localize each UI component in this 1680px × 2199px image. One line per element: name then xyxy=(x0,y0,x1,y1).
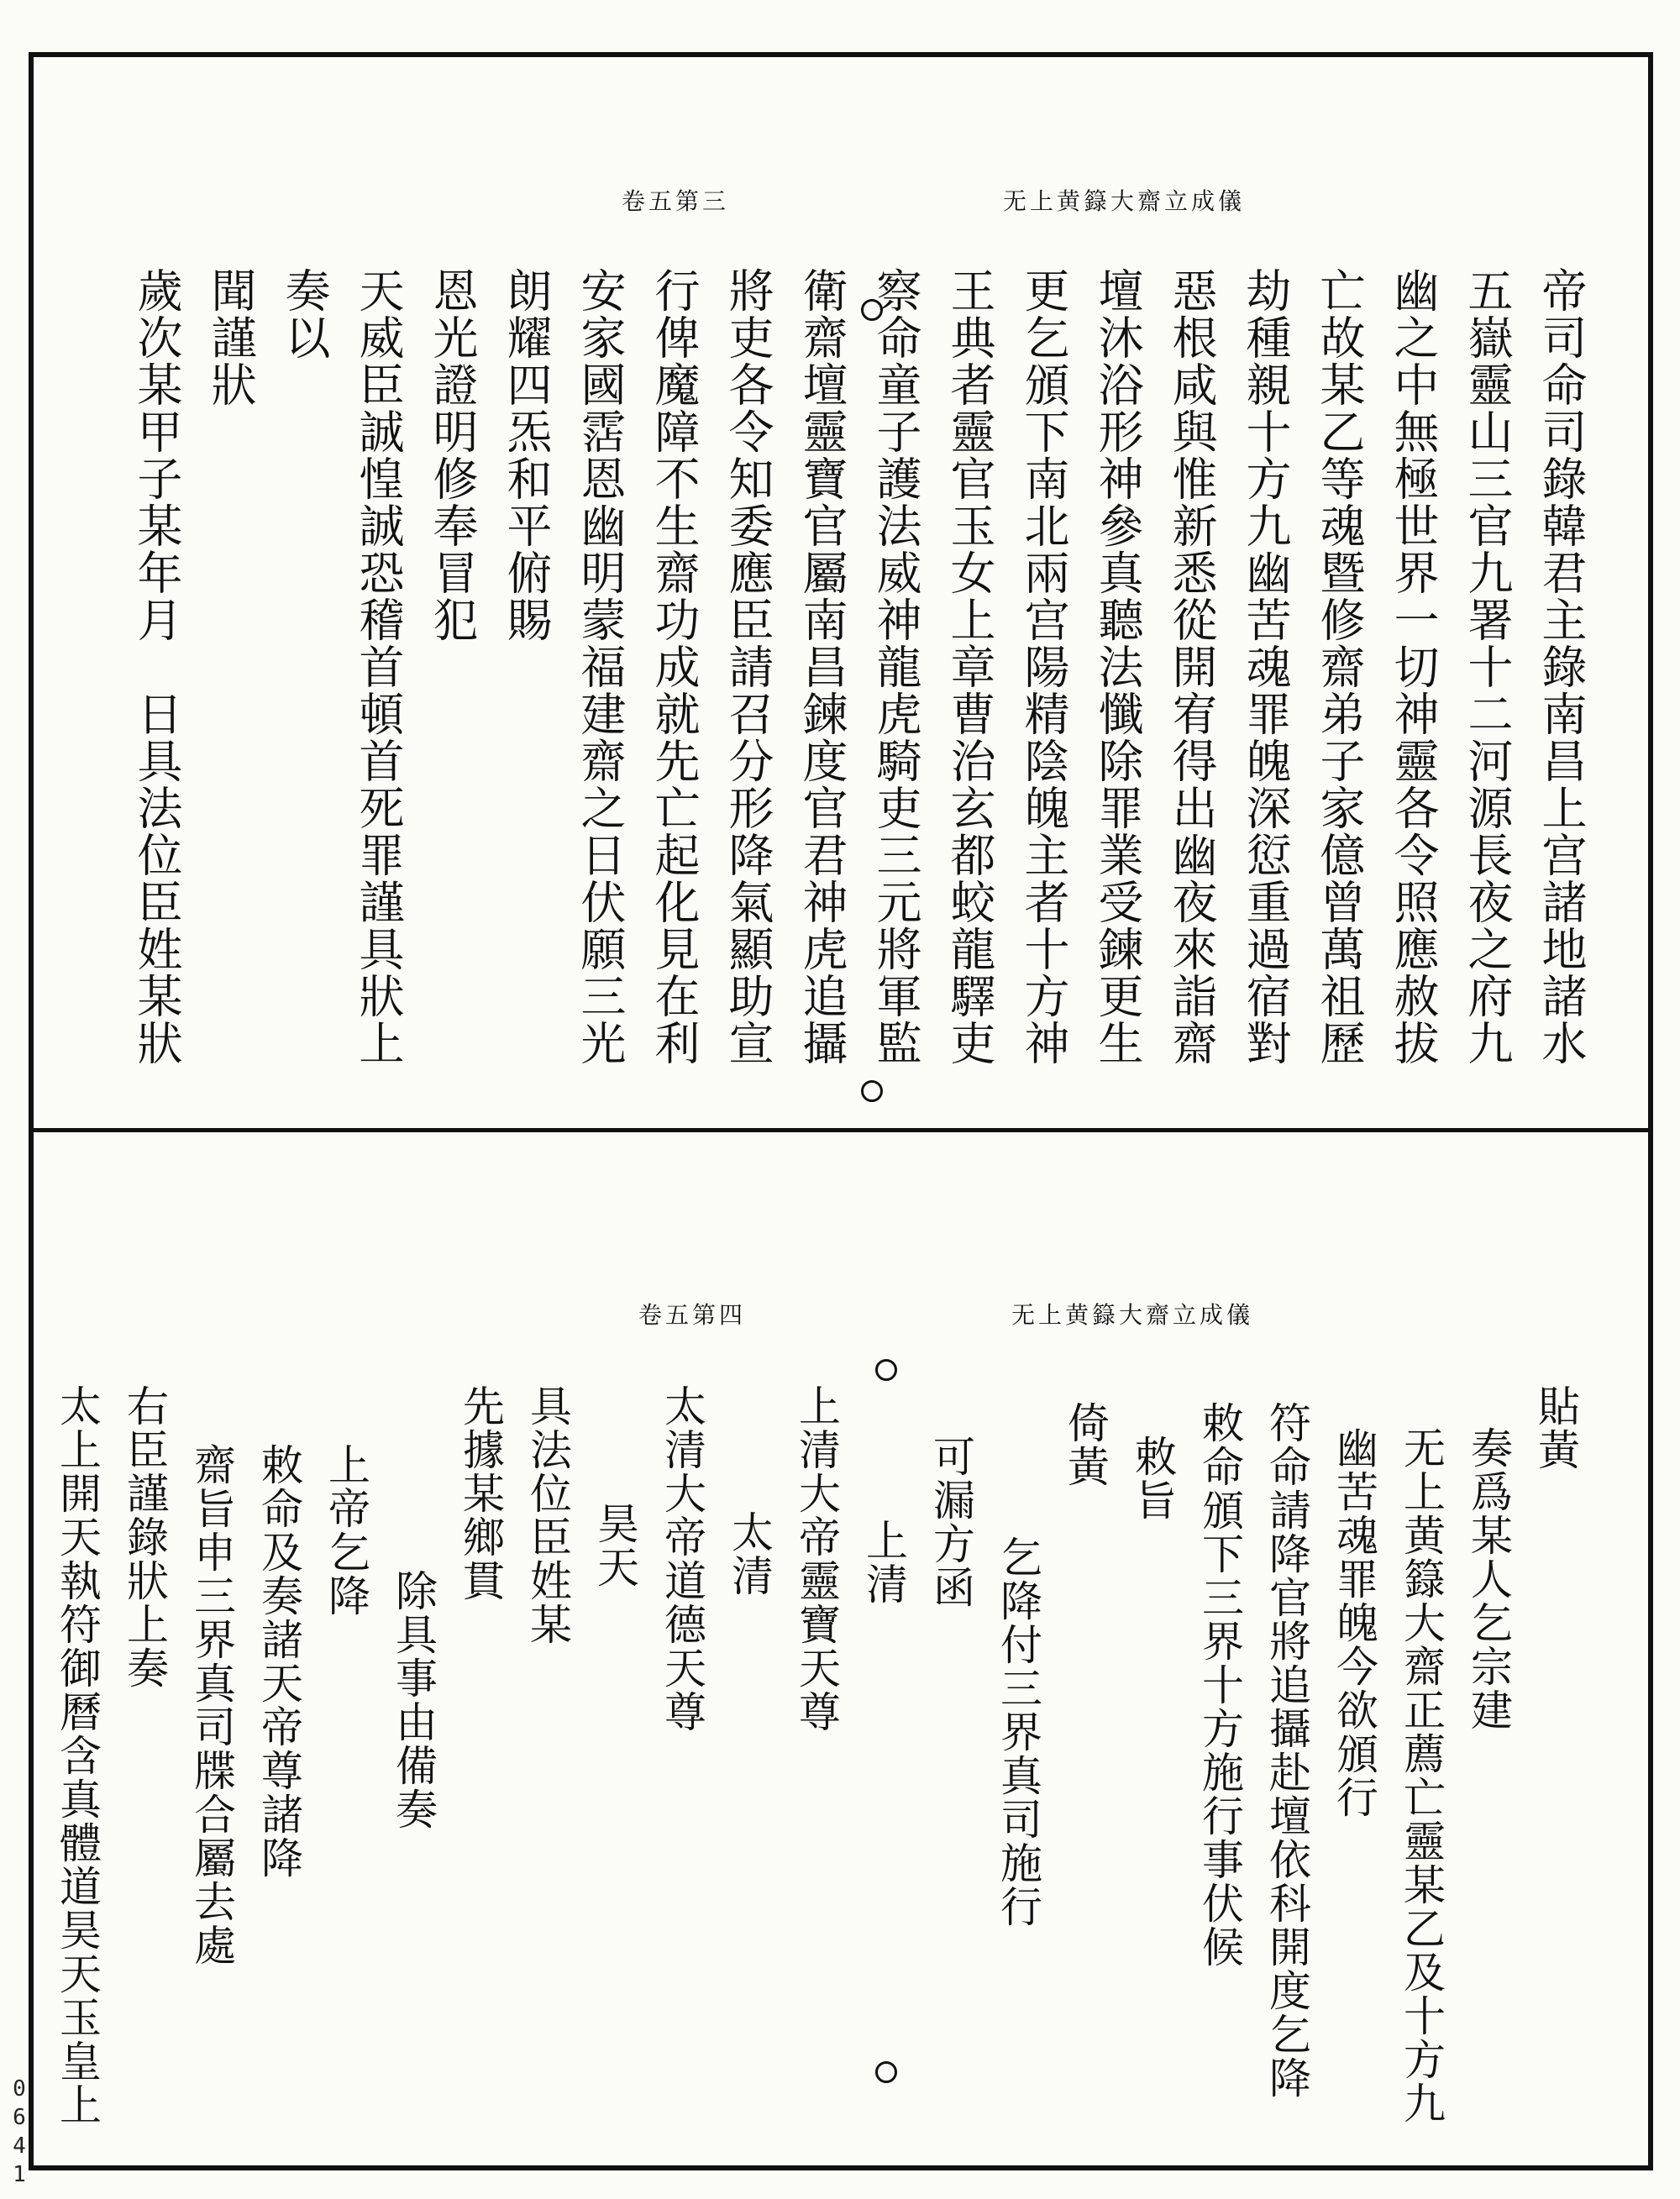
text-column: 乞降付三界真司施行 xyxy=(994,1535,1042,1929)
text-column: 壇沐浴形神參真聽法懺除罪業受鍊更生 xyxy=(1091,267,1144,1067)
text-column: 可漏方函 xyxy=(927,1435,975,1609)
circle-mark xyxy=(875,1359,897,1381)
text-column: 察命童子護法威神龍虎騎吏三元將軍監 xyxy=(869,267,922,1067)
lower-text-columns xyxy=(44,1384,1589,2127)
text-column: 上清 xyxy=(859,1519,908,1606)
lower-page xyxy=(34,1132,1648,2167)
text-column: 五嶽靈山三官九署十二河源長夜之府九 xyxy=(1461,267,1514,1067)
lower-header-title: 无上黄籙大齋立成儀 xyxy=(1011,1301,1253,1329)
text-column: 帝司命司錄韓君主錄南昌上宫諸地諸水 xyxy=(1535,267,1588,1067)
text-column: 太清大帝道德天尊 xyxy=(658,1384,706,1734)
text-column: 聞謹狀 xyxy=(204,267,257,408)
upper-page xyxy=(34,57,1648,1132)
upper-page-header xyxy=(622,183,1245,217)
circle-mark xyxy=(861,1080,883,1102)
text-column: 除具事由備奏 xyxy=(389,1569,438,1831)
text-column: 太清 xyxy=(725,1510,774,1598)
text-column: 惡根咸與惟新悉從開宥得出幽夜來詣齋 xyxy=(1165,267,1218,1067)
text-column: 上清大帝靈寶天尊 xyxy=(792,1384,841,1734)
text-column: 先據某鄉貫 xyxy=(456,1384,505,1603)
text-column: 奏爲某人乞宗建 xyxy=(1464,1426,1513,1732)
text-column: 天威臣誠惶誠恐稽首頓首死罪謹具狀上 xyxy=(352,267,405,1067)
folio-number: 0641 xyxy=(7,2076,32,2191)
text-column: 太上開天執符御曆含真體道昊天玉皇上 xyxy=(53,1384,102,2127)
text-column: 安家國霑恩幽明蒙福建齋之日伏願三光 xyxy=(574,267,627,1067)
text-column: 上帝乞降 xyxy=(322,1443,370,1618)
text-column: 貼黃 xyxy=(1531,1384,1580,1472)
lower-header-section: 卷五第四 xyxy=(638,1301,747,1329)
text-column: 昊天 xyxy=(591,1502,639,1589)
page-frame xyxy=(29,52,1653,2170)
text-column: 歲次某甲子某年月 日具法位臣姓某狀 xyxy=(130,267,183,1067)
circle-mark xyxy=(861,299,883,321)
text-column: 劫種親十方九幽苦魂罪魄深愆重過宿對 xyxy=(1239,267,1292,1067)
text-column: 幽之中無極世界一切神靈各令照應赦拔 xyxy=(1387,267,1440,1067)
text-column: 幽苦魂罪魄今欲頒行 xyxy=(1330,1426,1378,1819)
text-column: 无上黄籙大齋正薦亡靈某乙及十方九 xyxy=(1397,1426,1446,2125)
text-column: 敕命及奏諸天帝尊諸降 xyxy=(255,1443,303,1880)
upper-text-columns xyxy=(119,267,1598,1067)
text-column: 恩光證明修奉冒犯 xyxy=(426,267,479,643)
text-column: 齋旨申三界真司牒合屬去處 xyxy=(187,1443,236,1967)
text-column: 更乞頒下南北兩宫陽精陰魄主者十方神 xyxy=(1017,267,1070,1067)
text-column: 衛齋壇靈寶官屬南昌鍊度官君神虎追攝 xyxy=(795,267,848,1067)
text-column: 敕旨 xyxy=(1128,1435,1177,1522)
text-column: 行俾魔障不生齋功成就先亡起化見在利 xyxy=(648,267,701,1067)
text-column: 符命請降官將追攝赴壇依科開度乞降 xyxy=(1263,1401,1311,2100)
text-column: 倚黃 xyxy=(1061,1401,1110,1488)
text-column: 朗耀四炁和平俯賜 xyxy=(500,267,553,643)
text-column: 奏以 xyxy=(278,267,331,361)
text-column: 亡故某乙等魂暨修齋弟子家億曾萬祖歷 xyxy=(1313,267,1366,1067)
text-column: 敕命頒下三界十方施行事伏候 xyxy=(1195,1401,1244,1969)
text-column: 王典者靈官玉女上章曹治玄都蛟龍驛吏 xyxy=(943,267,996,1067)
text-column: 具法位臣姓某 xyxy=(523,1384,572,1646)
lower-page-header xyxy=(638,1297,1253,1330)
text-column: 將吏各令知委應臣請召分形降氣顯助宣 xyxy=(722,267,774,1067)
upper-header-section: 卷五第三 xyxy=(622,187,730,215)
text-column: 右臣謹錄狀上奏 xyxy=(120,1384,169,1690)
circle-mark xyxy=(875,2061,897,2083)
upper-header-title: 无上黄籙大齋立成儀 xyxy=(1002,187,1245,215)
